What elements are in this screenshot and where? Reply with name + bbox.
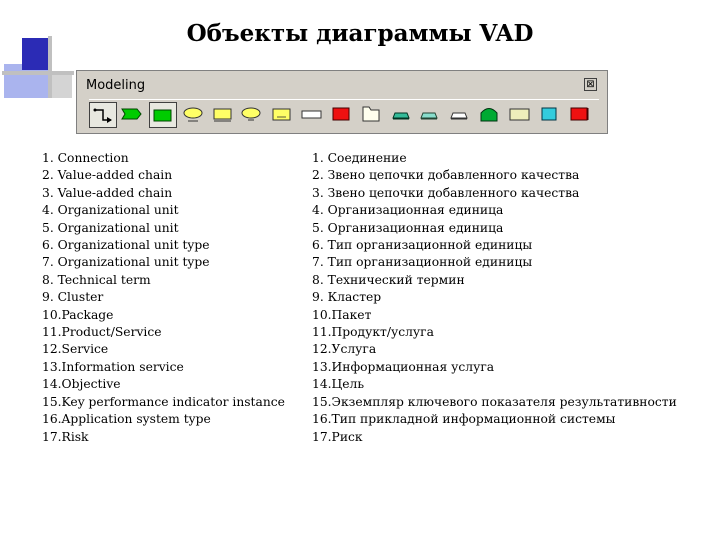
english-object-list xyxy=(42,150,302,446)
value-added-chain-alt-icon xyxy=(151,105,175,125)
value-added-chain-alt-button[interactable] xyxy=(149,102,177,128)
organizational-unit-alt-icon xyxy=(211,104,235,124)
technical-term-button[interactable] xyxy=(299,102,327,128)
list-item: 14.Цель xyxy=(312,377,365,392)
product-service-button[interactable] xyxy=(389,102,417,128)
list-item: 15.Экземпляр ключевого показателя результативности xyxy=(312,394,677,409)
list-item: 12.Service xyxy=(42,342,109,357)
list-item: 5. Organizational unit xyxy=(42,220,179,235)
list-item: 17.Risk xyxy=(42,429,89,444)
value-added-chain-icon xyxy=(120,104,144,124)
list-item: 14.Objective xyxy=(42,377,121,392)
list-item: 7. Тип организационной единицы xyxy=(312,255,533,270)
close-icon[interactable]: ⊠ xyxy=(584,78,597,91)
list-item: 11.Продукт/услуга xyxy=(312,325,434,340)
organizational-unit-type-button[interactable] xyxy=(239,102,267,128)
application-system-type-button[interactable] xyxy=(537,102,565,128)
list-item: 1. Соединение xyxy=(312,151,407,165)
technical-term-icon xyxy=(300,104,324,124)
list-item: 4. Организационная единица xyxy=(312,203,504,218)
list-item: 13.Информационная услуга xyxy=(312,359,495,374)
list-item: 2. Value-added chain xyxy=(42,168,173,183)
list-item: 7. Organizational unit type xyxy=(42,255,210,270)
application-system-type-icon xyxy=(538,104,562,124)
risk-button[interactable] xyxy=(567,102,595,128)
information-service-button[interactable] xyxy=(447,102,475,128)
package-button[interactable] xyxy=(359,102,387,128)
kpi-instance-button[interactable] xyxy=(507,102,535,128)
organizational-unit-button[interactable] xyxy=(181,102,209,128)
organizational-unit-type-alt-button[interactable] xyxy=(269,102,297,128)
risk-icon xyxy=(568,104,592,124)
list-item: 8. Технический термин xyxy=(312,272,465,287)
list-item: 17.Риск xyxy=(312,429,363,444)
objective-icon xyxy=(478,104,502,124)
decor-square-gray xyxy=(52,74,72,98)
cluster-button[interactable] xyxy=(329,102,357,128)
package-icon xyxy=(360,104,384,124)
list-item: 16.Application system type xyxy=(42,412,211,427)
list-item: 16.Тип прикладной информационной системы xyxy=(312,412,616,427)
list-item: 1. Connection xyxy=(42,151,129,165)
organizational-unit-alt-button[interactable] xyxy=(210,102,238,128)
list-item: 5. Организационная единица xyxy=(312,220,504,235)
list-item: 15.Key performance indicator instance xyxy=(42,394,285,409)
list-item: 13.Information service xyxy=(42,359,184,374)
russian-object-list xyxy=(312,150,707,446)
kpi-instance-icon xyxy=(508,104,532,124)
list-item: 10.Package xyxy=(42,307,114,322)
list-item: 3. Звено цепочки добавленного качества xyxy=(312,185,580,200)
connection-icon xyxy=(91,105,115,125)
modeling-toolbar[interactable] xyxy=(76,70,608,134)
information-service-icon xyxy=(448,104,472,124)
list-item: 6. Тип организационной единицы xyxy=(312,238,533,253)
organizational-unit-type-alt-icon xyxy=(270,104,294,124)
decor-line-horizontal xyxy=(2,71,74,75)
value-added-chain-button[interactable] xyxy=(119,102,147,128)
list-item: 10.Пакет xyxy=(312,307,372,322)
toolbar-title: Modeling xyxy=(86,78,146,93)
toolbar-titlebar[interactable] xyxy=(82,77,601,94)
list-item: 8. Technical term xyxy=(42,272,151,287)
organizational-unit-type-icon xyxy=(240,104,264,124)
list-item: 12.Услуга xyxy=(312,342,377,357)
list-item: 4. Organizational unit xyxy=(42,203,179,218)
connection-button[interactable] xyxy=(89,102,117,128)
list-item: 9. Cluster xyxy=(42,290,104,305)
list-item: 6. Organizational unit type xyxy=(42,238,210,253)
list-item: 3. Value-added chain xyxy=(42,185,173,200)
product-service-icon xyxy=(390,104,414,124)
cluster-icon xyxy=(330,104,354,124)
list-item: 11.Product/Service xyxy=(42,325,162,340)
organizational-unit-icon xyxy=(182,104,206,124)
service-button[interactable] xyxy=(417,102,445,128)
objective-button[interactable] xyxy=(477,102,505,128)
list-item: 2. Звено цепочки добавленного качества xyxy=(312,168,580,183)
list-item: 9. Кластер xyxy=(312,290,382,305)
toolbar-icons xyxy=(89,99,599,130)
service-icon xyxy=(418,104,442,124)
page-title: Объекты диаграммы VAD xyxy=(186,20,534,47)
